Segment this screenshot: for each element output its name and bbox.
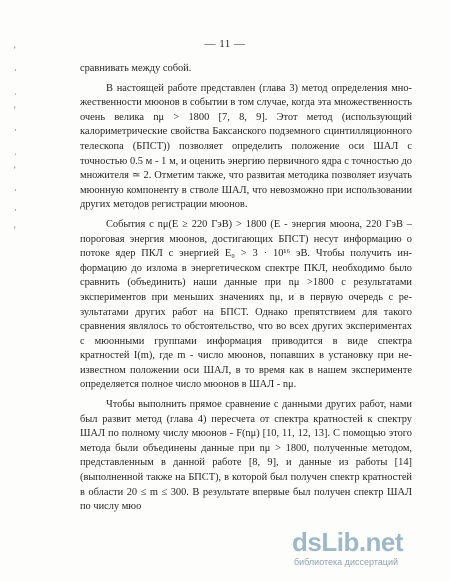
paragraph-comparison: Чтобы выполнить прямое сравнение с данными других работ, нами был развит метод (глава 4) пересчета от спектра кратностей к спектру ШАЛ по полному числу мюонов - F(nμ) [10, 11, 12, 13]. С помощью этого метода были объединены данные при nμ > 1800, полученные методом, представленным в данной работе [8, 9], и данные из работы [14] (выполненной также на БПСТ), в которой был получен спектр кратностей в области 20 ≤ m ≤ 300. В результате впервые был получен спектр ШАЛ по числу мюо — [80, 399, 412, 513]
watermark-logo: dsLib.net — [292, 527, 404, 557]
page-number: — 11 — — [204, 38, 246, 50]
paragraph-events: События с nμ(E ≥ 220 ГэВ) > 1800 (E - энергия мюона, 220 ГэВ – пороговая энергия мюонов, достигающих БПСТ) несут информацию о потоке ядер ПКЛ с энергией E₀ > 3 · 10¹⁶ эВ. Чтобы получить информацию до излома в энергетическом спектре ПКЛ, необходимо было сравнить (объединить) наши данные при nμ >1800 с результатами экспериментов при меньших значениях nμ, и в первую очередь с результатами других работ на БПСТ. Однако препятствием для такого сравнения являлось то обстоятельство, что во всех других экспериментах с мюонными группами информация приводится в виде спектра кратностей I(m), где m - число мюонов, попавших в установку при неизвестном положении оси ШАЛ, в то время как в нашем эксперименте определяется полное число мюонов в ШАЛ - nμ. — [80, 218, 412, 391]
watermark-subtitle: библиотека диссертаций — [294, 557, 399, 567]
paragraph-method: В настоящей работе представлен (глава 3) метод определения множественности мюонов в событии в том случае, когда эта множественность очень велика nμ > 1800 [7, 8, 9]. Этот метод (использующий калориметрические свойства Баксанского подземного сцинтилляционного телескопа (БПСТ)) позволяет определить положение оси ШАЛ с точностью 0.5 м - 1 м, и оценить энергию первичного ядра с точностью до множителя ≃ 2. Отметим также, что развитая методика позволяет изучать мюонную компоненту в стволе ШАЛ, что невозможно при использовании других методов регистрации мюонов. — [80, 82, 412, 211]
paragraph-continuation: сравнивать между собой. — [80, 63, 192, 74]
dslib-watermark — [292, 527, 442, 571]
body-text — [80, 62, 412, 515]
margin-marks: ' · ˌ ' · ˌ ' · · ' — [14, 45, 17, 235]
